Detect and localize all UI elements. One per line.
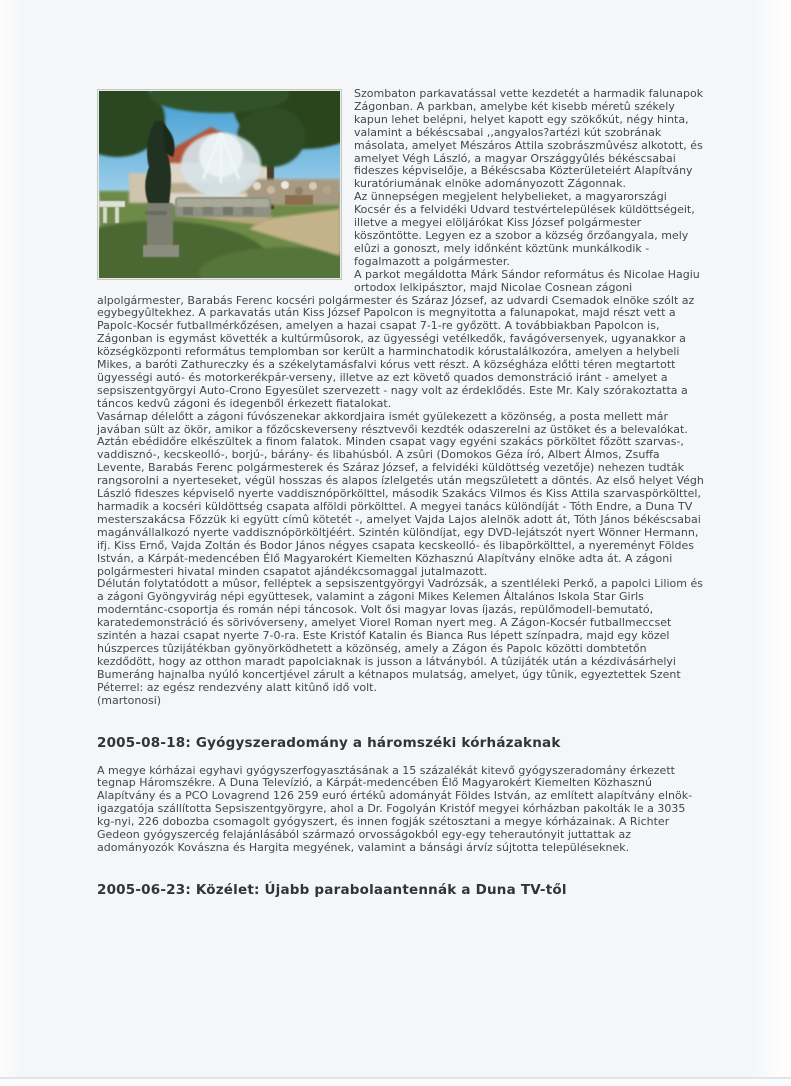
news-heading-2005-08-18: 2005-08-18: Gyógyszeradomány a háromszéki kórházaknak [97,734,561,751]
article-paragraph: Az ünnepségen megjelent helybelieket, a magyarországi Kocsér és a felvidéki Udvard testvértelepülések küldöttségeit, illetve a megyei elöljárókat Kiss József polgármester köszöntötte. Legyen ez a szobor a község őrzőangyala, mely elûzi a gonoszt, mely időnként köztünk munkálkodik - fogalmazott a polgármester. [354,190,695,268]
park-photo-image [99,91,340,278]
article-paragraph: A parkot megáldotta Márk Sándor református és Nicolae Hagiu ortodox lelkipásztor, majd Nicolae Cosnean zágoni alpolgármester, Barabás Ferenc kocséri polgármester és Száraz József, az udvardi Csemadok elnöke szólt az egybegyûltekhez. A parkavatás után Kiss József Papolcon is megnyitotta a falunapokat, majd részt vett a Papolc-Kocsér futballmérkőzésen, amelyen a hazai csapat 7-1-re győzött. A továbbiakban Papolcon is, Zágonban is egymást követték a kultúrmûsorok, az ügyességi vetélkedők, favágóversenyek, ugyanakkor a községközponti református templomban sor került a harminchatodik kórustalálkozóra, amelyen a helybeli Mikes, a baróti Zathureczky és a székelytamásfalvi kórus vett részt. A községháza előtti téren megtartott ügyességi autó- és motorkerékpár-verseny, illetve az ezt követő quados demonstráció iránt - amelyet a sepsiszentgyörgyi Auto-Crono Egyesület szervezett - nagy volt az érdeklődés. Este Mr. Kaly szórakoztatta a táncos kedvû zágoni és idegenből érkezett fiatalokat. [97,267,700,410]
article-byline: (martonosi) [97,693,162,707]
article-body [97,88,704,912]
article-paragraph: Délután folytatódott a mûsor, felléptek a sepsiszentgyörgyi Vadrózsák, a szentléleki Perkő, a papolci Liliom és a zágoni Gyöngyvirág népi együttesek, valamint a zágoni Mikes Kelemen Általános Iskola Star Girls moderntánc-csoportja és román népi táncosok. Volt ősi magyar lovas íjazás, repülőmodell-bemutató, karatedemonstráció és sörivóverseny, amelyet Viorel Roman nyert meg. A Zágon-Kocsér futballmeccset szintén a hazai csapat nyerte 7-0-ra. Este Kristóf Katalin és Bianca Rus lépett színpadra, majd egy közel húszperces tûzijátékban gyönyörködhetett a közönség, amely a Zágon és Papolc közötti dombtetőn kezdődött, hogy az otthon maradt papolciaknak is jusson a látványból. A tûzijáték után a kézdivásárhelyi Bumeráng hajnalba nyúló koncertjével zárult a kétnapos mulatság, amelyet, úgy tûnik, egyeztettek Szent Péterrel: az egész rendezvény alatt kitûnő idő volt. [97,577,703,694]
article-paragraph: Szombaton parkavatással vette kezdetét a harmadik falunapok Zágonban. A parkban, amelybe két kisebb méretû székely kapun lehet belépni, helyet kapott egy szökőkút, négy hinta, valamint a békéscsabai ,,angyalos?artézi kút szobrának másolata, amelyet Mészáros Attila szobrászmûvész alkotott, és amelyet Végh László, a magyar Országgyûlés békéscsabai fideszes képviselője, a Békéscsaba Közterületeiért Alapítvány kuratóriumának elnöke adományozott Zágonnak. [354,87,704,191]
article-paragraph: A megye kórházai egyhavi gyógyszerfogyasztásának a 15 százalékát kitevő gyógyszeradomány érkezett tegnap Háromszékre. A Duna Televízió, a Kárpát-medencében Élő Magyarokért Kiemelten Közhasznú Alapítvány és a PCO Lovagrend 126 259 euró értékû adományát Földes István, az említett alapítvány elnök-igazgatója szállította Sepsiszentgyörgyre, ahol a Dr. Fogolyán Kristóf megyei kórházban pakolták le a 3035 kg-nyi, 226 dobozba csomagolt gyógyszert, és innen fogják szétosztani a megye kórházainak. A Richter Gedeon gyógyszercég felajánlásából származó orvosságokból egy-egy teherautónyit juttattak az adományozók Kovászna és Hargita megyének, valamint a bánsági árvíz sújtotta településeknek. [97,763,693,854]
article-paragraph: Vasárnap délelőtt a zágoni fúvószenekar akkordjaira ismét gyülekezett a közönség, a posta mellett már javában sült az ökör, amikor a főzőcskeverseny résztvevői kezdték odaszerelni az üstöket és a belevalókat. Aztán ebédidőre elkészültek a finom falatok. Minden csapat vagy egyéni szakács pörköltet főzött szarvas-, vaddisznó-, kecskeolló-, borjú-, bárány- és libahúsból. A zsûri (Domokos Géza író, Albert Álmos, Zsuffa Levente, Barabás Ferenc polgármesterek és Száraz József, a felvidéki küldöttség vezetője) nehezen tudták rangsorolni a nyerteseket, végül hosszas és alapos ízlelgetés után megszületett a döntés. Az első helyet Végh László fideszes képviselő nyerte vaddisznópörkölttel, második Szakács Vilmos és Kiss Attila szarvaspörkölttel, harmadik a kocséri küldöttség csapata alföldi pörkölttel. A megyei tanács különdíját - Tóth Endre, a Duna TV mesterszakácsa Főzzük ki együtt címû kötetét -, amelyet Vajda Lajos alelnök adott át, Tóth János békéscsabai magánvállalkozó nyerte vaddisznópörköltjéért. Szintén különdíjat, egy DVD-lejátszót nyert Wönner Hermann, ifj. Kiss Ernő, Vajda Zoltán és Bodor János négyes csapata kecskeolló- és libapörkölttel, a nyereményt Földes István, a Kárpát-medencében Élő Magyarokért Kiemelten Közhasznú Alapítvány elnöke adta át. A zágoni polgármesteri hivatal minden csapatot ajándékcsomaggal jutalmazott. [97,409,704,578]
news-heading-2005-06-23: 2005-06-23: Közélet: Újabb parabolaantennák a Duna TV-től [97,881,567,898]
park-photo [97,89,342,280]
